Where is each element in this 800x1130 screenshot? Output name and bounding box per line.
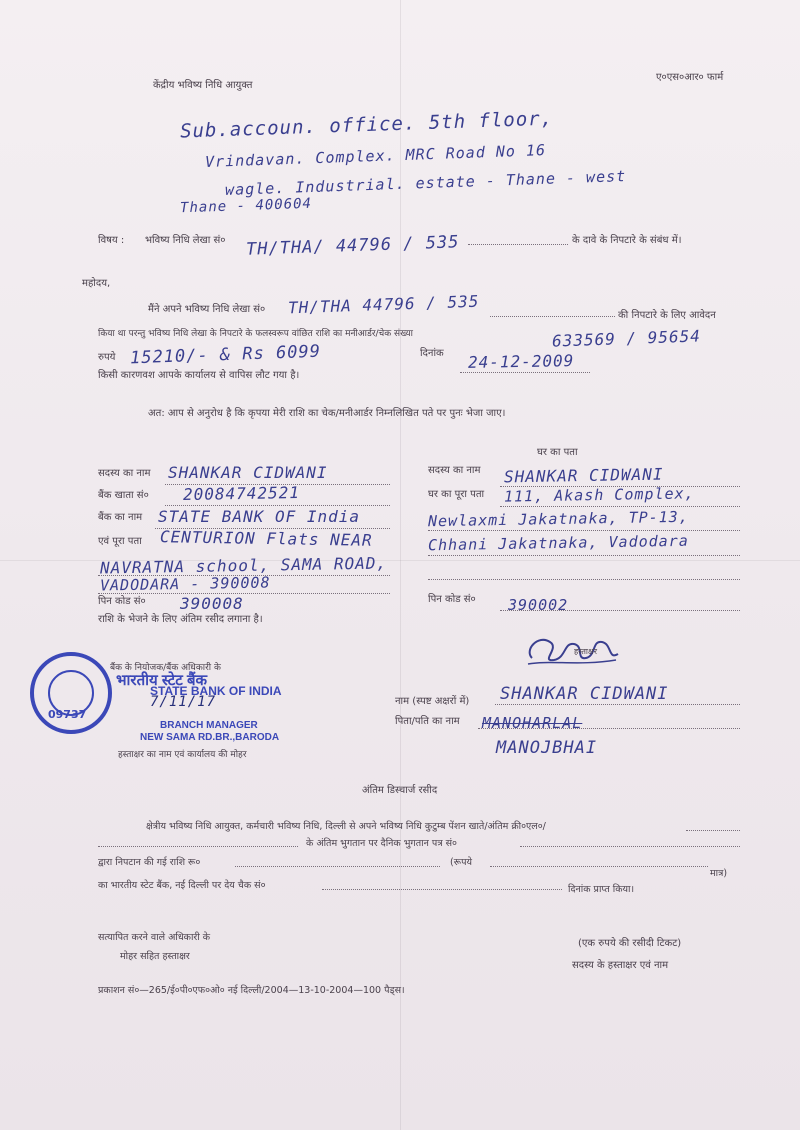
name-label: नाम (स्पष्ट अक्षरों में) <box>395 696 470 707</box>
receipt-line-3-right: मात्र) <box>710 868 728 879</box>
receipt-dotted-4 <box>322 889 562 890</box>
attest-line-1: सत्यापित करने वाले अधिकारी के <box>98 932 211 943</box>
left-member-label: सदस्य का नाम <box>98 468 151 479</box>
left-dotted-2 <box>165 505 390 506</box>
address-line-1: Sub.accoun. office. 5th floor, <box>179 107 554 143</box>
authority-line: बैंक के नियोजक/बैंक अधिकारी के <box>110 663 221 673</box>
receipt-dotted-3a <box>235 866 440 867</box>
receipt-dotted-2a <box>98 846 298 847</box>
bank-address-line-2: NAVRATNA school, SAMA ROAD, <box>99 553 388 578</box>
body-line2: किया था परन्तु भविष्य निधि लेखा के निपटारे के फलस्वरूप वांछित राशि का मनीआर्डर/चेक संख्या <box>98 329 413 339</box>
right-address-line-3: Chhani Jakatnaka, Vadodara <box>427 531 689 555</box>
left-member-name: SHANKAR CIDWANI <box>168 463 328 482</box>
date-label: दिनांक <box>420 348 444 359</box>
left-pin-label: पिन कोड सं० <box>98 596 146 607</box>
request-text: अत: आप से अनुरोध है कि कृपया मेरी राशि का चेक/मनीआर्डर निम्नलिखित पते पर पुनः भेजा जाए। <box>148 408 506 419</box>
body-line4: किसी कारणवश आपके कार्यालय से वापिस लौट गया है। <box>98 370 300 381</box>
stamp-branch-manager: BRANCH MANAGER <box>160 720 258 731</box>
father-struck-name: MANOHARLAL <box>482 714 583 732</box>
stamp-bank-english: STATE BANK OF INDIA <box>150 684 282 698</box>
signature-label: हस्ताक्षर <box>574 647 597 656</box>
right-pin-value: 390002 <box>508 596 569 614</box>
father-value: MANOJBHAI <box>496 738 598 758</box>
right-dotted-6 <box>500 610 740 611</box>
receipt-dotted-3b <box>490 866 708 867</box>
right-dotted-4 <box>428 555 740 556</box>
home-address-title: घर का पता <box>537 447 578 458</box>
address-line-2: Vrindavan. Complex. MRC Road No 16 <box>204 141 547 171</box>
seal-code: 09737 <box>48 708 87 721</box>
right-pin-label: पिन कोड सं० <box>428 594 476 605</box>
stamp-handwritten-date: 7/11/17 <box>150 694 217 710</box>
body-dotted-line-1 <box>490 316 615 317</box>
receipt-line-4-left: का भारतीय स्टेट बैंक, नई दिल्ली पर देय चैक सं० <box>98 880 266 891</box>
org-title: केंद्रीय भविष्य निधि आयुक्त <box>153 80 253 91</box>
right-dotted-2 <box>500 506 740 507</box>
cheque-number: 633569 / 95654 <box>551 326 702 351</box>
salutation: महोदय, <box>82 278 111 289</box>
subject-dotted-line <box>468 244 568 245</box>
right-dotted-5 <box>428 579 740 580</box>
address-line-3: wagle. Industrial. estate - Thane - west <box>224 167 627 199</box>
body-account-no: TH/THA 44796 / 535 <box>287 291 480 318</box>
receipt-line-4-right: दिनांक प्राप्त किया। <box>568 884 635 895</box>
bank-address-line-3: VADODARA - 390008 <box>99 573 271 595</box>
footer-publication: प्रकाशन सं०—265/ई०पी०एफ०ओ० नई दिल्ली/2004—13-10-2004—100 पैड्स। <box>98 985 405 996</box>
receipt-dotted-2b <box>520 846 740 847</box>
father-label: पिता/पति का नाम <box>395 716 460 727</box>
bank-account-value: 20084742521 <box>182 482 301 505</box>
attest-line-2: मोहर सहित हस्ताक्षर <box>120 951 190 962</box>
receipt-line-3-left: द्वारा निपटान की गई राशि रू० <box>98 857 201 868</box>
right-member-label: सदस्य का नाम <box>428 465 481 476</box>
form-number: ए०एस०आर० फार्म <box>656 72 724 83</box>
name-dotted-line <box>495 704 740 705</box>
seal-caption: हस्ताक्षर का नाम एवं कार्यालय की मोहर <box>118 750 247 760</box>
address-line-4: Thane - 400604 <box>179 195 313 217</box>
name-value: SHANKAR CIDWANI <box>500 684 669 704</box>
amount-label: रुपये <box>98 352 116 363</box>
stamp-branch: NEW SAMA RD.BR.,BARODA <box>140 732 280 743</box>
bank-name-label: बैंक का नाम <box>98 512 143 523</box>
receipt-line-3-mid: (रूपये <box>450 857 472 868</box>
left-note: राशि के भेजने के लिए अंतिम रसीद लगाना है। <box>98 614 263 625</box>
receipt-dotted-1a <box>686 830 740 831</box>
bank-seal-icon <box>30 652 112 734</box>
subject-text-before: भविष्य निधि लेखा सं० <box>145 235 226 246</box>
left-dotted-5 <box>98 593 390 594</box>
right-member-name: SHANKAR CIDWANI <box>503 464 664 487</box>
right-address-label: घर का पूरा पता <box>428 489 485 500</box>
right-address-line-2: Newlaxmi Jakatnaka, TP-13, <box>427 507 689 531</box>
left-pin-value: 390008 <box>180 594 244 613</box>
subject-label: विषय : <box>98 235 125 246</box>
body-line1-prefix: मैंने अपने भविष्य निधि लेखा सं० <box>148 304 266 315</box>
revenue-stamp-note: (एक रुपये की रसीदी टिकट) <box>578 938 682 949</box>
stamp-bank-hindi: भारतीय स्टेट बैंक <box>116 672 208 689</box>
bank-account-label: बैंक खाता सं० <box>98 490 149 501</box>
bank-address-line-1: CENTURION Flats NEAR <box>159 527 373 550</box>
subject-text-after: के दावे के निपटारे के संबंध में। <box>572 235 682 246</box>
paper-fold-vertical <box>400 0 401 1130</box>
date-dotted-line <box>460 372 590 373</box>
bank-name-value: STATE BANK OF India <box>158 507 361 526</box>
right-dotted-3 <box>428 530 740 531</box>
bank-address-label: एवं पूरा पता <box>98 536 142 547</box>
body-line1-suffix: की निपटारे के लिए आवेदन <box>618 310 716 321</box>
date-value: 24-12-2009 <box>467 351 575 372</box>
member-sign-label: सदस्य के हस्ताक्षर एवं नाम <box>572 960 669 971</box>
receipt-title: अंतिम डिस्चार्ज रसीद <box>362 785 438 796</box>
receipt-line-2: के अंतिम भुगतान पर दैनिक भुगतान पत्र सं० <box>306 838 457 849</box>
right-address-line-1: 111, Akash Complex, <box>503 484 695 506</box>
subject-account-no: TH/THA/ 44796 / 535 <box>245 232 460 260</box>
receipt-line-1: क्षेत्रीय भविष्य निधि आयुक्त, कर्मचारी भविष्य निधि, दिल्ली से अपने भविष्य निधि कुटुम्ब पेंशन खाते/अंतिम क्री०एल०/ <box>146 821 546 832</box>
amount-value: 15210/- & Rs 6099 <box>129 341 322 369</box>
father-dotted-line <box>478 728 740 729</box>
